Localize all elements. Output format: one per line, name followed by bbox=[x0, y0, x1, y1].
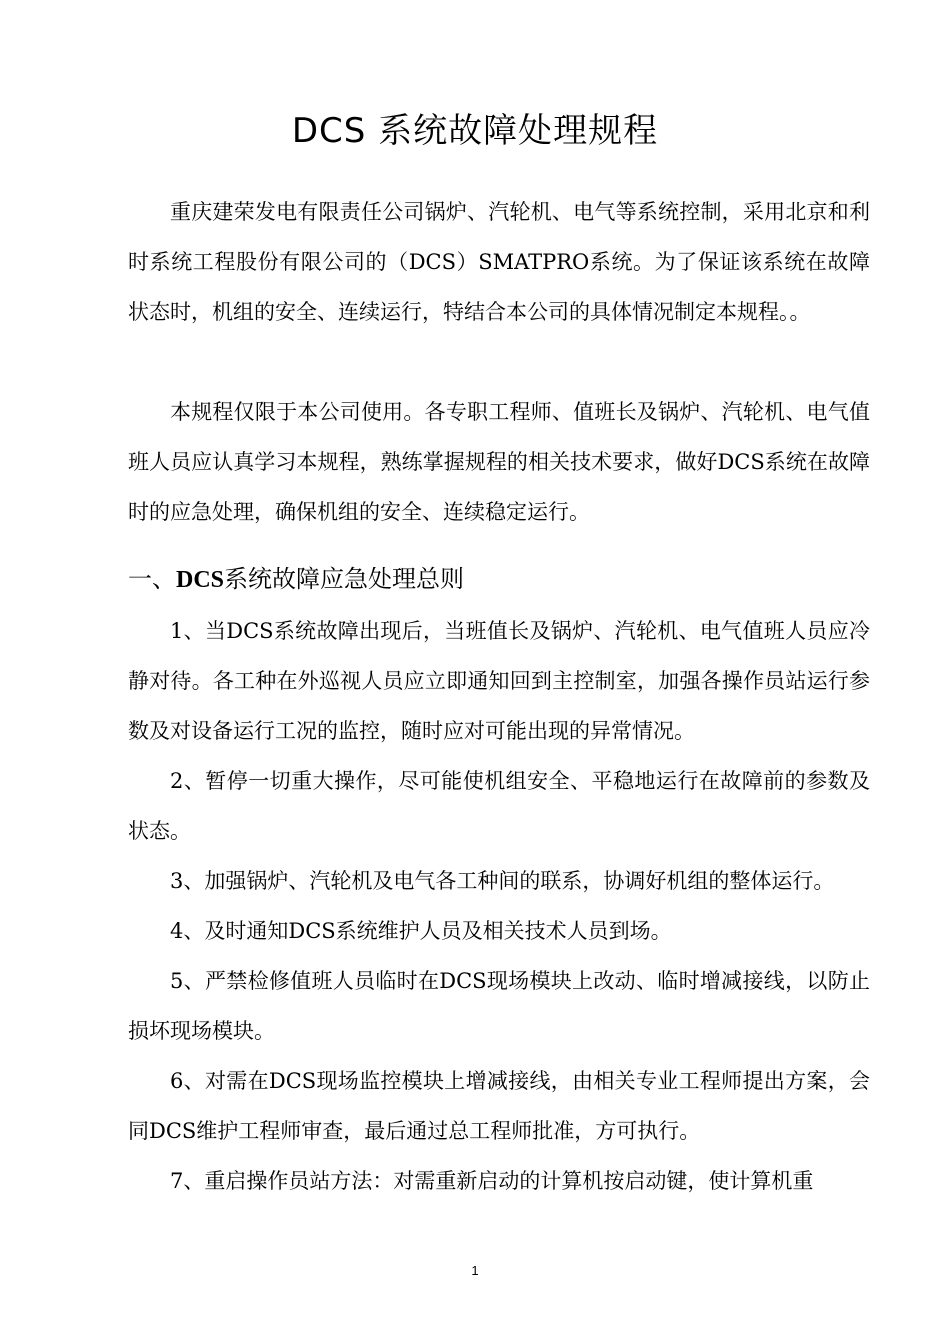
list-item-6: 6、对需在DCS现场监控模块上增减接线，由相关专业工程师提出方案，会同DCS维护工程师审查，最后通过总工程师批准，方可执行。 bbox=[128, 1069, 870, 1143]
list-item-5: 5、严禁检修值班人员临时在DCS现场模块上改动、临时增减接线，以防止损坏现场模块。 bbox=[128, 969, 870, 1043]
list-item-3: 3、加强锅炉、汽轮机及电气各工种间的联系，协调好机组的整体运行。 bbox=[170, 869, 835, 893]
list-item-7: 7、重启操作员站方法：对需重新启动的计算机按启动键，使计算机重 bbox=[170, 1169, 814, 1193]
intro-paragraph-1: 重庆建荣发电有限责任公司锅炉、汽轮机、电气等系统控制，采用北京和利时系统工程股份有限公司的（DCS）SMATPRO系统。为了保证该系统在故障状态时，机组的安全、连续运行，特结合本公司的具体情况制定本规程。。 bbox=[128, 200, 870, 324]
section-heading-prefix: 一、 bbox=[128, 565, 176, 593]
section-heading bbox=[128, 559, 870, 600]
list-item-1: 1、当DCS系统故障出现后，当班值长及锅炉、汽轮机、电气值班人员应冷静对待。各工种在外巡视人员应立即通知回到主控制室，加强各操作员站运行参数及对设备运行工况的监控，随时应对可能出现的异常情况。 bbox=[128, 619, 870, 743]
list-item-4: 4、及时通知DCS系统维护人员及相关技术人员到场。 bbox=[170, 919, 672, 943]
document-title: DCS 系统故障处理规程 bbox=[291, 111, 659, 151]
intro-paragraph-2: 本规程仅限于本公司使用。各专职工程师、值班长及锅炉、汽轮机、电气值班人员应认真学习本规程，熟练掌握规程的相关技术要求，做好DCS系统在故障时的应急处理，确保机组的安全、连续稳定运行。 bbox=[128, 400, 870, 524]
page-number: 1 bbox=[471, 1263, 479, 1278]
section-heading-text: 系统故障应急处理总则 bbox=[224, 565, 465, 593]
section-heading-bold: DCS bbox=[176, 567, 225, 593]
list-item-2: 2、暂停一切重大操作，尽可能使机组安全、平稳地运行在故障前的参数及状态。 bbox=[128, 769, 870, 843]
